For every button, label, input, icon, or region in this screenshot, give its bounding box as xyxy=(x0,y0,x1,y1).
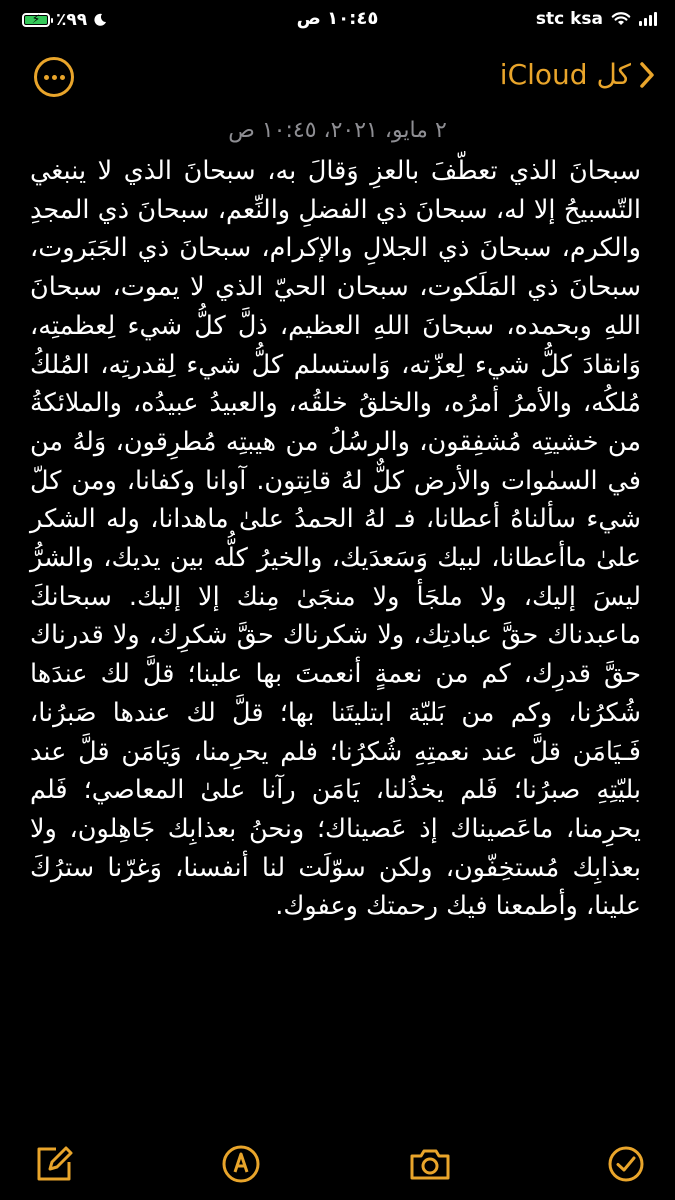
status-bar xyxy=(0,0,675,44)
note-body-text[interactable]: سبحانَ الذي تعطّفَ بالعزِ وَقالَ به، سبحانَ الذي لا ينبغي التّسبيحُ إلا له، سبحانَ ذي الفضلِ والنِّعم، سبحانَ ذي المجدِ والكرم، سبحانَ ذي الجلالِ والإكرام، سبحانَ ذي الجَبَروت، سبحانَ ذي المَلَكوت، سبحان الحيّ الذي لا يموت، سبحانَ اللهِ وبحمده، سبحانَ اللهِ العظيم، ذلَّ كلُّ شيء لِعظمتِه، وَانقادَ كلُّ شيء لِعزّته، وَاستسلم كلُّ شيء لِقدرتِه، المُلكُ مُلكُه، والأمرُ أمرُه، والخلقُ خلقُه، والعبيدُ عبيدُه، والملائكةُ من خشيتِه مُشفِقون، والرسُلُ من هيبتِه مُطرِقون، وَلهُ من في السمٰوات والأرض كلٌّ لهُ قانِتون. آوانا وكفانا، ومن كلّ شيء سألناهُ أعطانا، فـ لهُ الحمدُ علىٰ ماهدانا، وله الشكر علىٰ ماأعطانا، لبيك وَسَعدَيك، والخيرُ كلُّه بين يديك، والشرُّ ليسَ إليك، ولا ملجَأ ولا منجَىٰ مِنك إلا إليك. سبحانكَ ماعبدناك حقَّ عبادتِك، ولا شكرناك حقَّ شكرِك، ولا قدرناك حقَّ قدرِك، كم من نعمةٍ أنعمتَ بها علينا؛ قلَّ لك عندَها شُكرُنا، وكم من بَليّة ابتليتَنا بها؛ قلَّ لك عندها صَبرُنا، فَـيَامَن قلَّ عند نعمتِهِ شُكرُنا؛ فلم يحرِمنا، وَيَامَن قلَّ عند بليّتِهِ صبرُنا؛ فَلم يخذُلنا، يَامَن رآنا علىٰ المعاصي؛ فَلم يحرِمنا، ماعَصيناك إذ عَصيناك؛ ونحنُ بعذابِك جَاهِلون، ولا بعذابِك مُستخِفّون، ولكن سوّلَت لنا أنفسنا، وَغرّنا سترُكَ علينا، وأطمعنا فيك رحمتك وعفوك. xyxy=(21,156,641,922)
compose-icon xyxy=(34,1144,74,1184)
back-label: كل iCloud xyxy=(499,58,631,91)
camera-icon xyxy=(408,1146,452,1182)
back-button[interactable] xyxy=(500,58,655,91)
carrier-name: stc ksa xyxy=(535,9,603,29)
status-time: ١٠:٤٥ ص xyxy=(296,8,379,29)
checklist-icon xyxy=(607,1145,645,1183)
status-right xyxy=(536,9,657,29)
markup-button[interactable] xyxy=(219,1142,263,1186)
chevron-back-icon xyxy=(639,61,655,89)
more-options-button[interactable] xyxy=(34,57,74,97)
markup-pen-icon xyxy=(221,1144,261,1184)
camera-button[interactable] xyxy=(408,1142,452,1186)
compose-button[interactable] xyxy=(32,1142,76,1186)
nav-bar xyxy=(0,50,675,106)
charging-bolt-icon: ⚡ xyxy=(31,12,41,26)
bottom-toolbar xyxy=(0,1120,675,1200)
more-dot xyxy=(44,75,49,80)
battery-percent: ٪٩٩ xyxy=(56,10,88,30)
wifi-icon xyxy=(611,12,631,26)
checklist-button[interactable] xyxy=(604,1142,648,1186)
more-dot xyxy=(52,75,57,80)
more-dot xyxy=(60,75,65,80)
note-date: ٢ مايو، ٢٠٢١، ١٠:٤٥ ص xyxy=(228,118,447,143)
cellular-signal-icon xyxy=(639,12,657,26)
